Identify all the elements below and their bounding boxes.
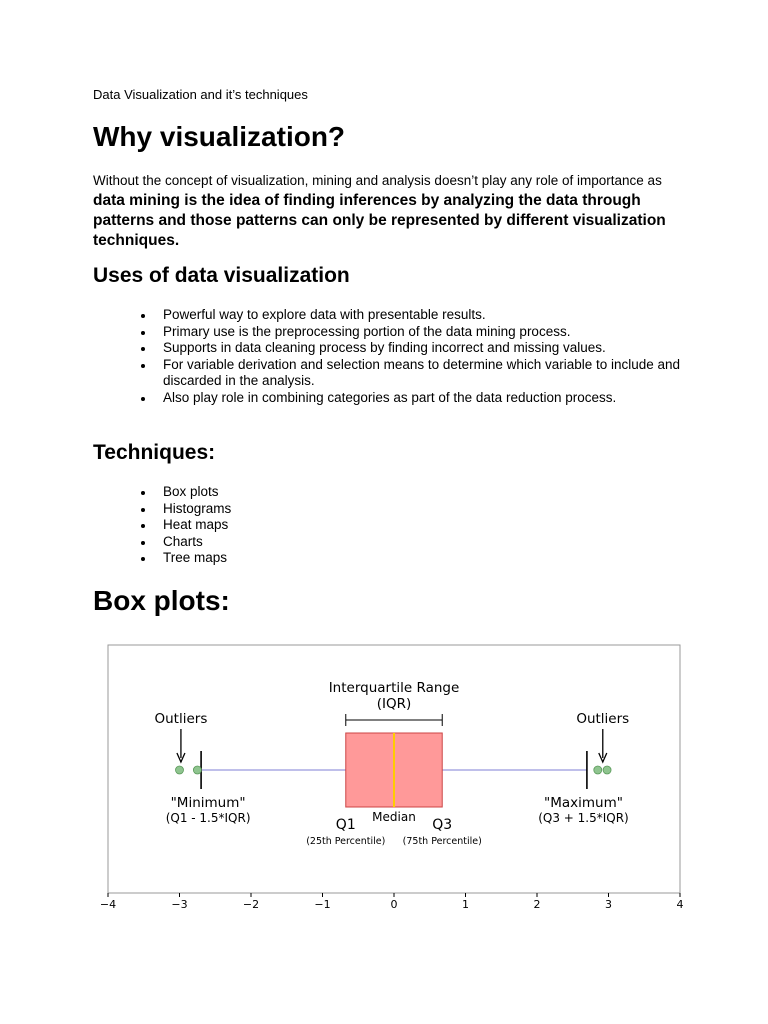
box-plot-chart [95,632,687,920]
iqr-abbrev-label: (IQR) [376,696,412,712]
box-plot-figure [95,632,687,920]
x-tick-label: 2 [533,898,541,911]
outliers-right-label: Outliers [576,711,630,727]
list-item: Tree maps [93,550,693,567]
heading-box-plots: Box plots: [93,585,230,616]
list-item: Histograms [93,501,693,518]
x-tick-label: 4 [676,898,684,911]
x-tick-label: 1 [462,898,469,911]
x-axis [100,893,684,911]
outlier-point [193,766,201,774]
x-tick-label: −2 [242,898,260,911]
list-item: For variable derivation and selection means to determine which variable to include and discarded in the analysis. [93,357,693,390]
outlier-point [603,766,611,774]
document-subtitle: Data Visualization and it’s techniques [93,87,308,102]
x-tick-label: −4 [99,898,117,911]
techniques-list [93,484,693,567]
minimum-formula-label: (Q1 - 1.5*IQR) [165,811,251,825]
q1-percentile-label: (25th Percentile) [306,836,386,847]
intro-plain-text: Without the concept of visualization, mining and analysis doesn’t play any role of importance as [93,173,662,188]
q1-label: Q1 [335,817,356,833]
list-item: Charts [93,534,693,551]
x-tick-label: −1 [314,898,331,911]
median-label: Median [372,810,416,824]
maximum-label: "Maximum" [544,795,623,811]
list-item: Powerful way to explore data with presentable results. [93,307,693,324]
uses-list [93,307,693,406]
x-tick-label: 0 [390,898,398,911]
heading-techniques: Techniques: [93,441,216,464]
intro-bold-text: data mining is the idea of finding inferences by analyzing the data through patterns and those patterns can only be represented by different visualization techniques. [93,192,666,249]
list-item: Box plots [93,484,693,501]
list-item: Heat maps [93,517,693,534]
outliers-left-label: Outliers [154,711,208,727]
outlier-point [176,766,184,774]
minimum-label: "Minimum" [170,795,246,811]
intro-paragraph [93,171,693,251]
heading-why-visualization: Why visualization? [93,121,346,152]
q3-label: Q3 [432,817,453,833]
maximum-formula-label: (Q3 + 1.5*IQR) [538,811,629,825]
list-item: Primary use is the preprocessing portion of the data mining process. [93,324,693,341]
x-tick-label: −3 [171,898,188,911]
x-tick-label: 3 [605,898,612,911]
iqr-label: Interquartile Range [328,680,460,696]
list-item: Supports in data cleaning process by finding incorrect and missing values. [93,340,693,357]
list-item: Also play role in combining categories as part of the data reduction process. [93,390,693,407]
heading-uses: Uses of data visualization [93,264,350,287]
q3-percentile-label: (75th Percentile) [402,836,482,847]
outlier-point [594,766,602,774]
